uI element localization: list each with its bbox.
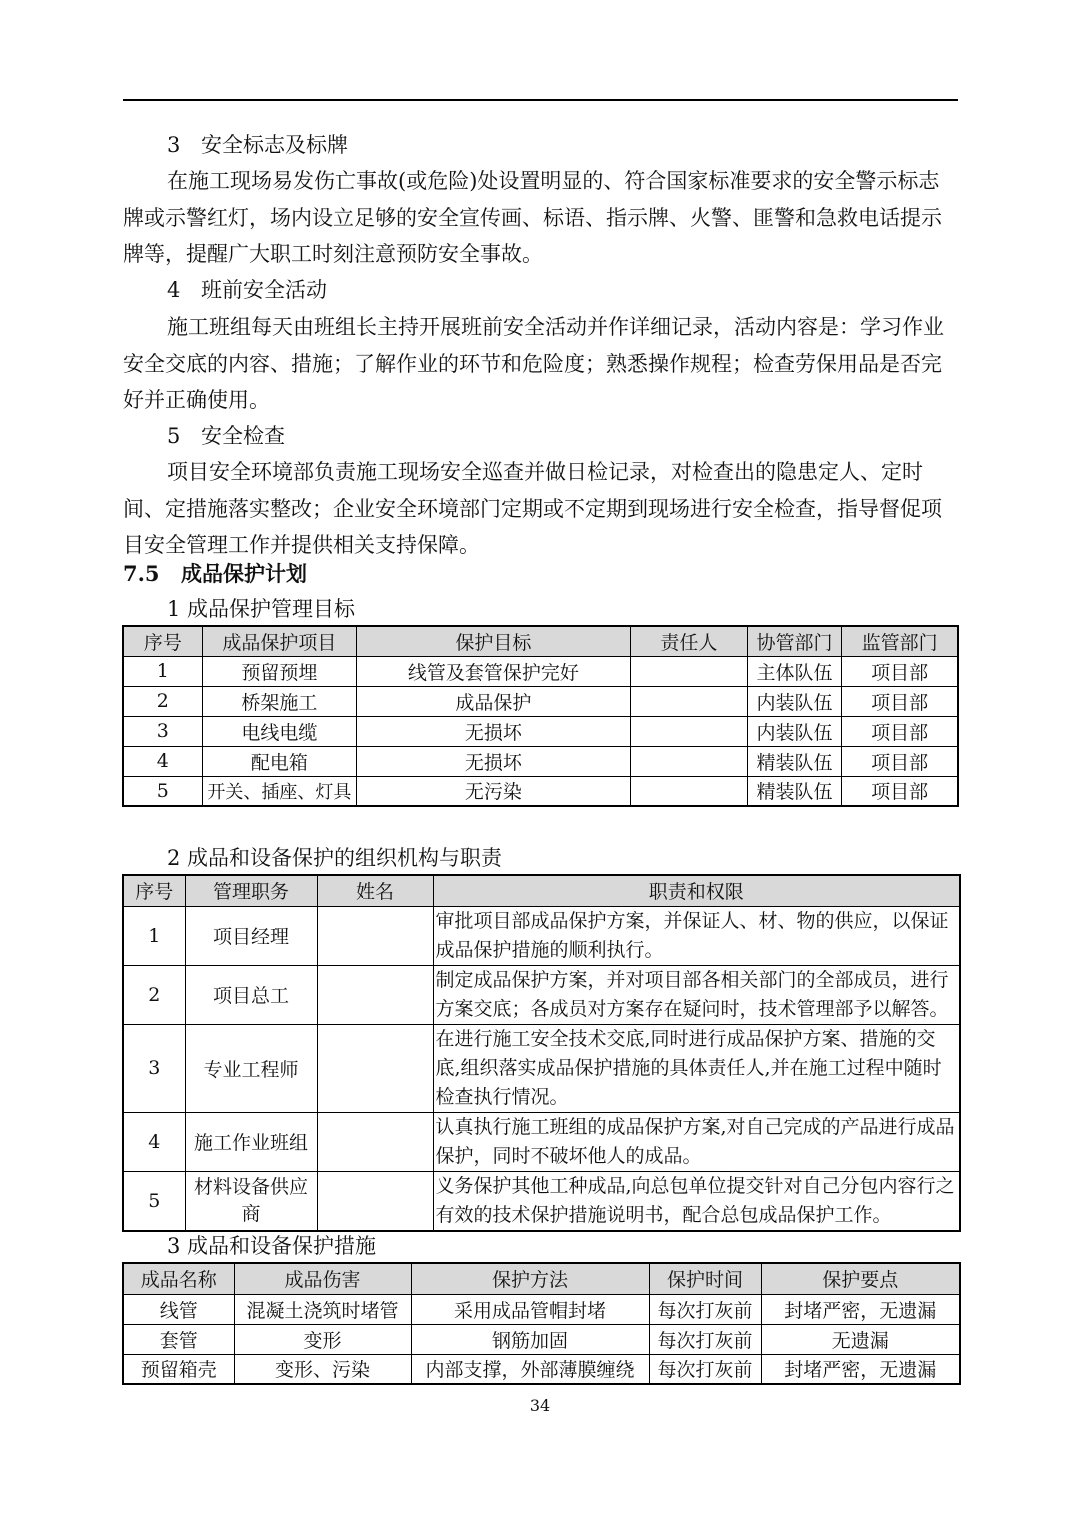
table-cell: 内装队伍 [747,686,841,716]
column-header: 职责和权限 [433,875,960,906]
table-cell: 变形、污染 [234,1354,411,1384]
table-cell: 精装队伍 [747,776,841,806]
table-cell: 变形 [234,1324,411,1354]
column-header: 成品保护项目 [202,626,356,656]
column-header: 序号 [123,626,202,656]
table-cell: 义务保护其他工种成品,向总包单位提交针对自己分包内容行之有效的技术保护措施说明书，配合总包成品保护工作。 [433,1171,960,1231]
table-cell [317,1171,433,1231]
table-cell: 每次打灰前 [649,1294,761,1324]
table-cell: 无污染 [357,776,631,806]
table-cell: 内装队伍 [747,716,841,746]
table-cell: 混凝土浇筑时堵管 [234,1294,411,1324]
table-cell: 1 [123,656,202,686]
table-cell: 预留预埋 [202,656,356,686]
table-cell: 项目经理 [185,906,317,965]
table-cell [630,656,747,686]
column-header: 保护时间 [649,1263,761,1294]
column-header: 成品伤害 [234,1263,411,1294]
table-cell: 每次打灰前 [649,1324,761,1354]
table-cell [317,906,433,965]
table-row [123,1112,960,1171]
table-cell: 精装队伍 [747,746,841,776]
table-cell: 2 [123,686,202,716]
table-cell [317,1024,433,1112]
table-cell: 项目部 [842,686,958,716]
table-cell [630,746,747,776]
table-cell: 内部支撑，外部薄膜缠绕 [411,1354,649,1384]
table-cell [630,716,747,746]
table-cell: 无损坏 [357,716,631,746]
table-header-row [123,626,958,656]
table-cell: 材料设备供应商 [185,1171,317,1231]
column-header: 保护方法 [411,1263,649,1294]
organization-duties-table [122,874,961,1232]
subsection-3-heading: 3 安全标志及标牌 [167,133,348,157]
table-cell: 每次打灰前 [649,1354,761,1384]
table-row [123,716,958,746]
table-cell: 开关、插座、灯具 [202,776,356,806]
table-cell: 4 [123,1112,185,1171]
table-cell: 5 [123,776,202,806]
table-row [123,776,958,806]
table-cell: 5 [123,1171,185,1231]
table-header-row [123,875,960,906]
table-cell: 线管及套管保护完好 [357,656,631,686]
column-header: 管理职务 [185,875,317,906]
table-cell: 在进行施工安全技术交底,同时进行成品保护方案、措施的交底,组织落实成品保护措施的具体责任人,并在施工过程中随时检查执行情况。 [433,1024,960,1112]
table-cell: 项目部 [842,656,958,686]
table1-caption: 1 成品保护管理目标 [167,597,356,621]
table-row [123,1171,960,1231]
table-row [123,965,960,1024]
subsection-5-body: 项目安全环境部负责施工现场安全巡查并做日检记录，对检查出的隐患定人、定时间、定措施落实整改；企业安全环境部门定期或不定期到现场进行安全检查，指导督促项目安全管理工作并提供相关支持保障。 [123,460,942,557]
table-cell: 主体队伍 [747,656,841,686]
table-row [123,1354,960,1384]
column-header: 序号 [123,875,185,906]
table-row [123,686,958,716]
protection-measures-table [122,1262,961,1385]
table-row [123,1294,960,1324]
table2-caption: 2 成品和设备保护的组织机构与职责 [167,846,503,870]
table-cell: 套管 [123,1324,234,1354]
column-header: 责任人 [630,626,747,656]
subsection-3-body: 在施工现场易发伤亡事故(或危险)处设置明显的、符合国家标准要求的安全警示标志牌或示警红灯，场内设立足够的安全宣传画、标语、指示牌、火警、匪警和急救电话提示牌等，提醒广大职工时刻注意预防安全事故。 [123,169,942,266]
table-cell: 项目总工 [185,965,317,1024]
table-row [123,746,958,776]
table-header-row [123,1263,960,1294]
table-cell: 封堵严密，无遗漏 [761,1294,960,1324]
header-rule [123,99,958,101]
table-cell: 封堵严密，无遗漏 [761,1354,960,1384]
table-cell: 预留箱壳 [123,1354,234,1384]
table-cell: 项目部 [842,716,958,746]
table-cell: 成品保护 [357,686,631,716]
table-cell: 审批项目部成品保护方案，并保证人、材、物的供应，以保证成品保护措施的顺利执行。 [433,906,960,965]
table-cell [630,686,747,716]
column-header: 协管部门 [747,626,841,656]
subsection-4-body: 施工班组每天由班组长主持开展班前安全活动并作详细记录，活动内容是：学习作业安全交底的内容、措施；了解作业的环节和危险度；熟悉操作规程；检查劳保用品是否完好并正确使用。 [123,315,944,412]
table-cell: 2 [123,965,185,1024]
protection-goals-table [122,625,959,807]
section-heading: 7.5 成品保护计划 [123,561,307,586]
table-cell: 项目部 [842,746,958,776]
table-cell: 无遗漏 [761,1324,960,1354]
subsection-5-heading: 5 安全检查 [167,424,285,448]
table-cell: 4 [123,746,202,776]
table-row [123,906,960,965]
table-cell: 认真执行施工班组的成品保护方案,对自己完成的产品进行成品保护，同时不破坏他人的成品。 [433,1112,960,1171]
table-cell: 采用成品管帽封堵 [411,1294,649,1324]
table-row [123,1024,960,1112]
column-header: 保护要点 [761,1263,960,1294]
column-header: 成品名称 [123,1263,234,1294]
table-cell [317,1112,433,1171]
table-cell: 无损坏 [357,746,631,776]
table-cell: 制定成品保护方案，并对项目部各相关部门的全部成员，进行方案交底；各成员对方案存在疑问时，技术管理部予以解答。 [433,965,960,1024]
table-row [123,656,958,686]
table-cell: 专业工程师 [185,1024,317,1112]
column-header: 监管部门 [842,626,958,656]
column-header: 姓名 [317,875,433,906]
subsection-4-heading: 4 班前安全活动 [167,278,327,302]
table-cell: 线管 [123,1294,234,1324]
table-cell [630,776,747,806]
table-cell: 桥架施工 [202,686,356,716]
table-cell: 1 [123,906,185,965]
table-cell [317,965,433,1024]
table-cell: 3 [123,716,202,746]
table3-caption: 3 成品和设备保护措施 [167,1234,377,1258]
column-header: 保护目标 [357,626,631,656]
table-cell: 电线电缆 [202,716,356,746]
table-cell: 钢筋加固 [411,1324,649,1354]
table-cell: 项目部 [842,776,958,806]
table-cell: 配电箱 [202,746,356,776]
page-number: 34 [529,1396,551,1415]
table-row [123,1324,960,1354]
table-cell: 施工作业班组 [185,1112,317,1171]
table-cell: 3 [123,1024,185,1112]
